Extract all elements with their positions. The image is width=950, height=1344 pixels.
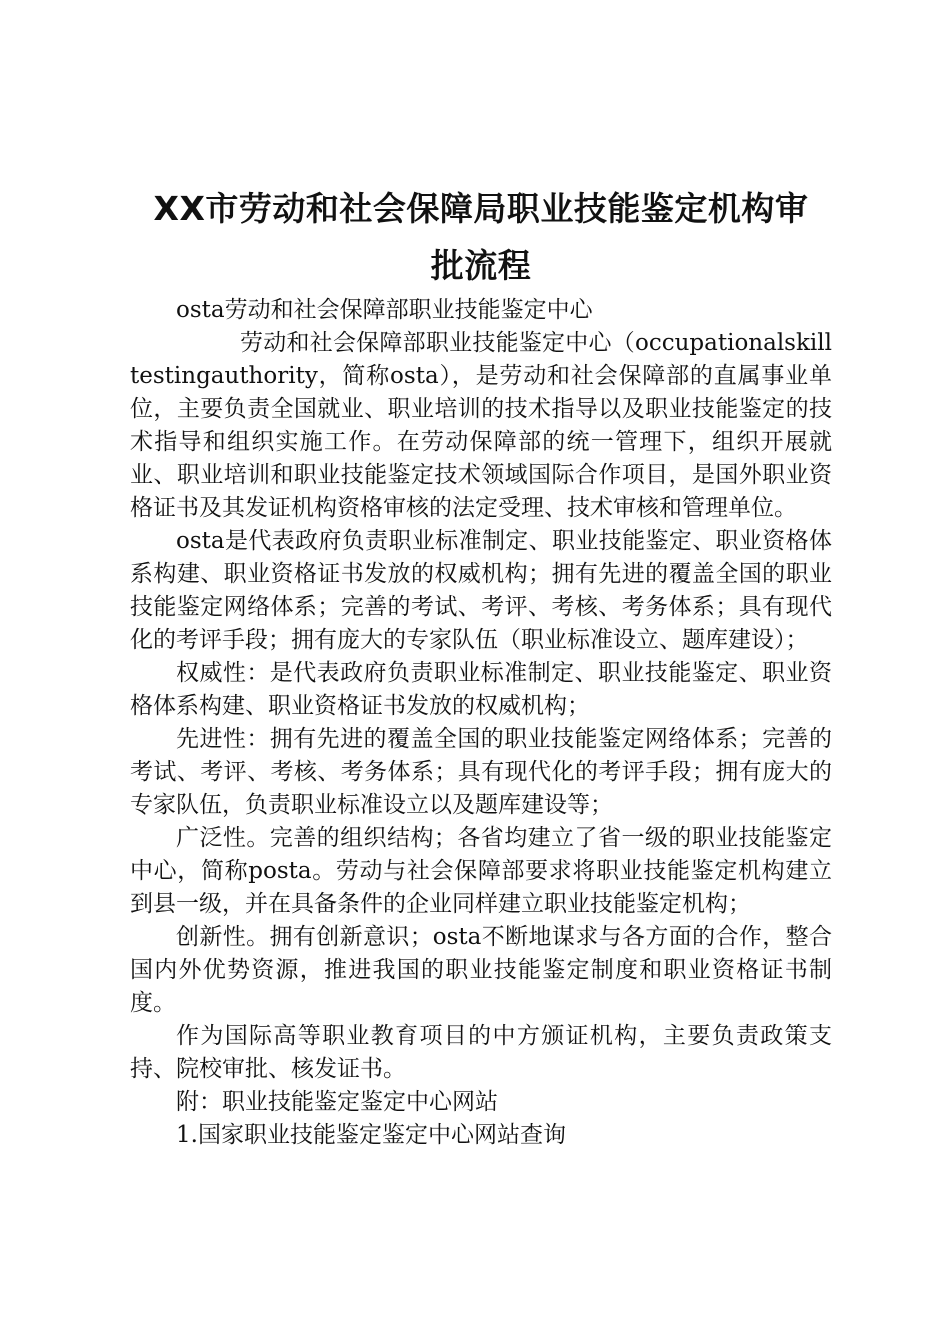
paragraph-broad: 广泛性。完善的组织结构；各省均建立了省一级的职业技能鉴定中心，简称posta。劳动与社会保障部要求将职业技能鉴定机构建立到县一级，并在具备条件的企业同样建立职业技能鉴定机构； <box>130 825 832 917</box>
paragraph-innovative: 创新性。拥有创新意识；osta不断地谋求与各方面的合作，整合国内外优势资源，推进我国的职业技能鉴定制度和职业资格证书制度。 <box>130 924 832 1016</box>
paragraph-osta-role: osta是代表政府负责职业标准制定、职业技能鉴定、职业资格体系构建、职业资格证书发放的权威机构；拥有先进的覆盖全国的职业技能鉴定网络体系；完善的考试、考评、考核、考务体系；具有现代化的考评手段；拥有庞大的专家队伍（职业标准设立、题库建设）； <box>130 528 832 653</box>
title-line-1: XX市劳动和社会保障局职业技能鉴定机构审 <box>153 189 809 228</box>
paragraph-appendix-item-1: 1.国家职业技能鉴定鉴定中心网站查询 <box>176 1122 566 1148</box>
document-page <box>130 180 832 1152</box>
paragraph-appendix: 附：职业技能鉴定鉴定中心网站 <box>176 1089 498 1115</box>
paragraph-osta-intro: 劳动和社会保障部职业技能鉴定中心（occupationalskilltestingauthority，简称osta），是劳动和社会保障部的直属事业单位，主要负责全国就业、职业培训的技术指导以及职业技能鉴定的技术指导和组织实施工作。在劳动保障部的统一管理下，组织开展就业、职业培训和职业技能鉴定技术领域国际合作项目，是国外职业资格证书及其发证机构资格审核的法定受理、技术审核和管理单位。 <box>130 330 832 521</box>
paragraph-osta-heading: osta劳动和社会保障部职业技能鉴定中心 <box>176 297 593 323</box>
paragraph-certification: 作为国际高等职业教育项目的中方颁证机构，主要负责政策支持、院校审批、核发证书。 <box>130 1023 832 1082</box>
document-title <box>130 180 832 294</box>
paragraph-advanced: 先进性：拥有先进的覆盖全国的职业技能鉴定网络体系；完善的考试、考评、考核、考务体系；具有现代化的考评手段；拥有庞大的专家队伍，负责职业标准设立以及题库建设等； <box>130 726 832 818</box>
paragraph-authority: 权威性：是代表政府负责职业标准制定、职业技能鉴定、职业资格体系构建、职业资格证书发放的权威机构； <box>130 660 832 719</box>
title-line-2: 批流程 <box>430 246 532 285</box>
